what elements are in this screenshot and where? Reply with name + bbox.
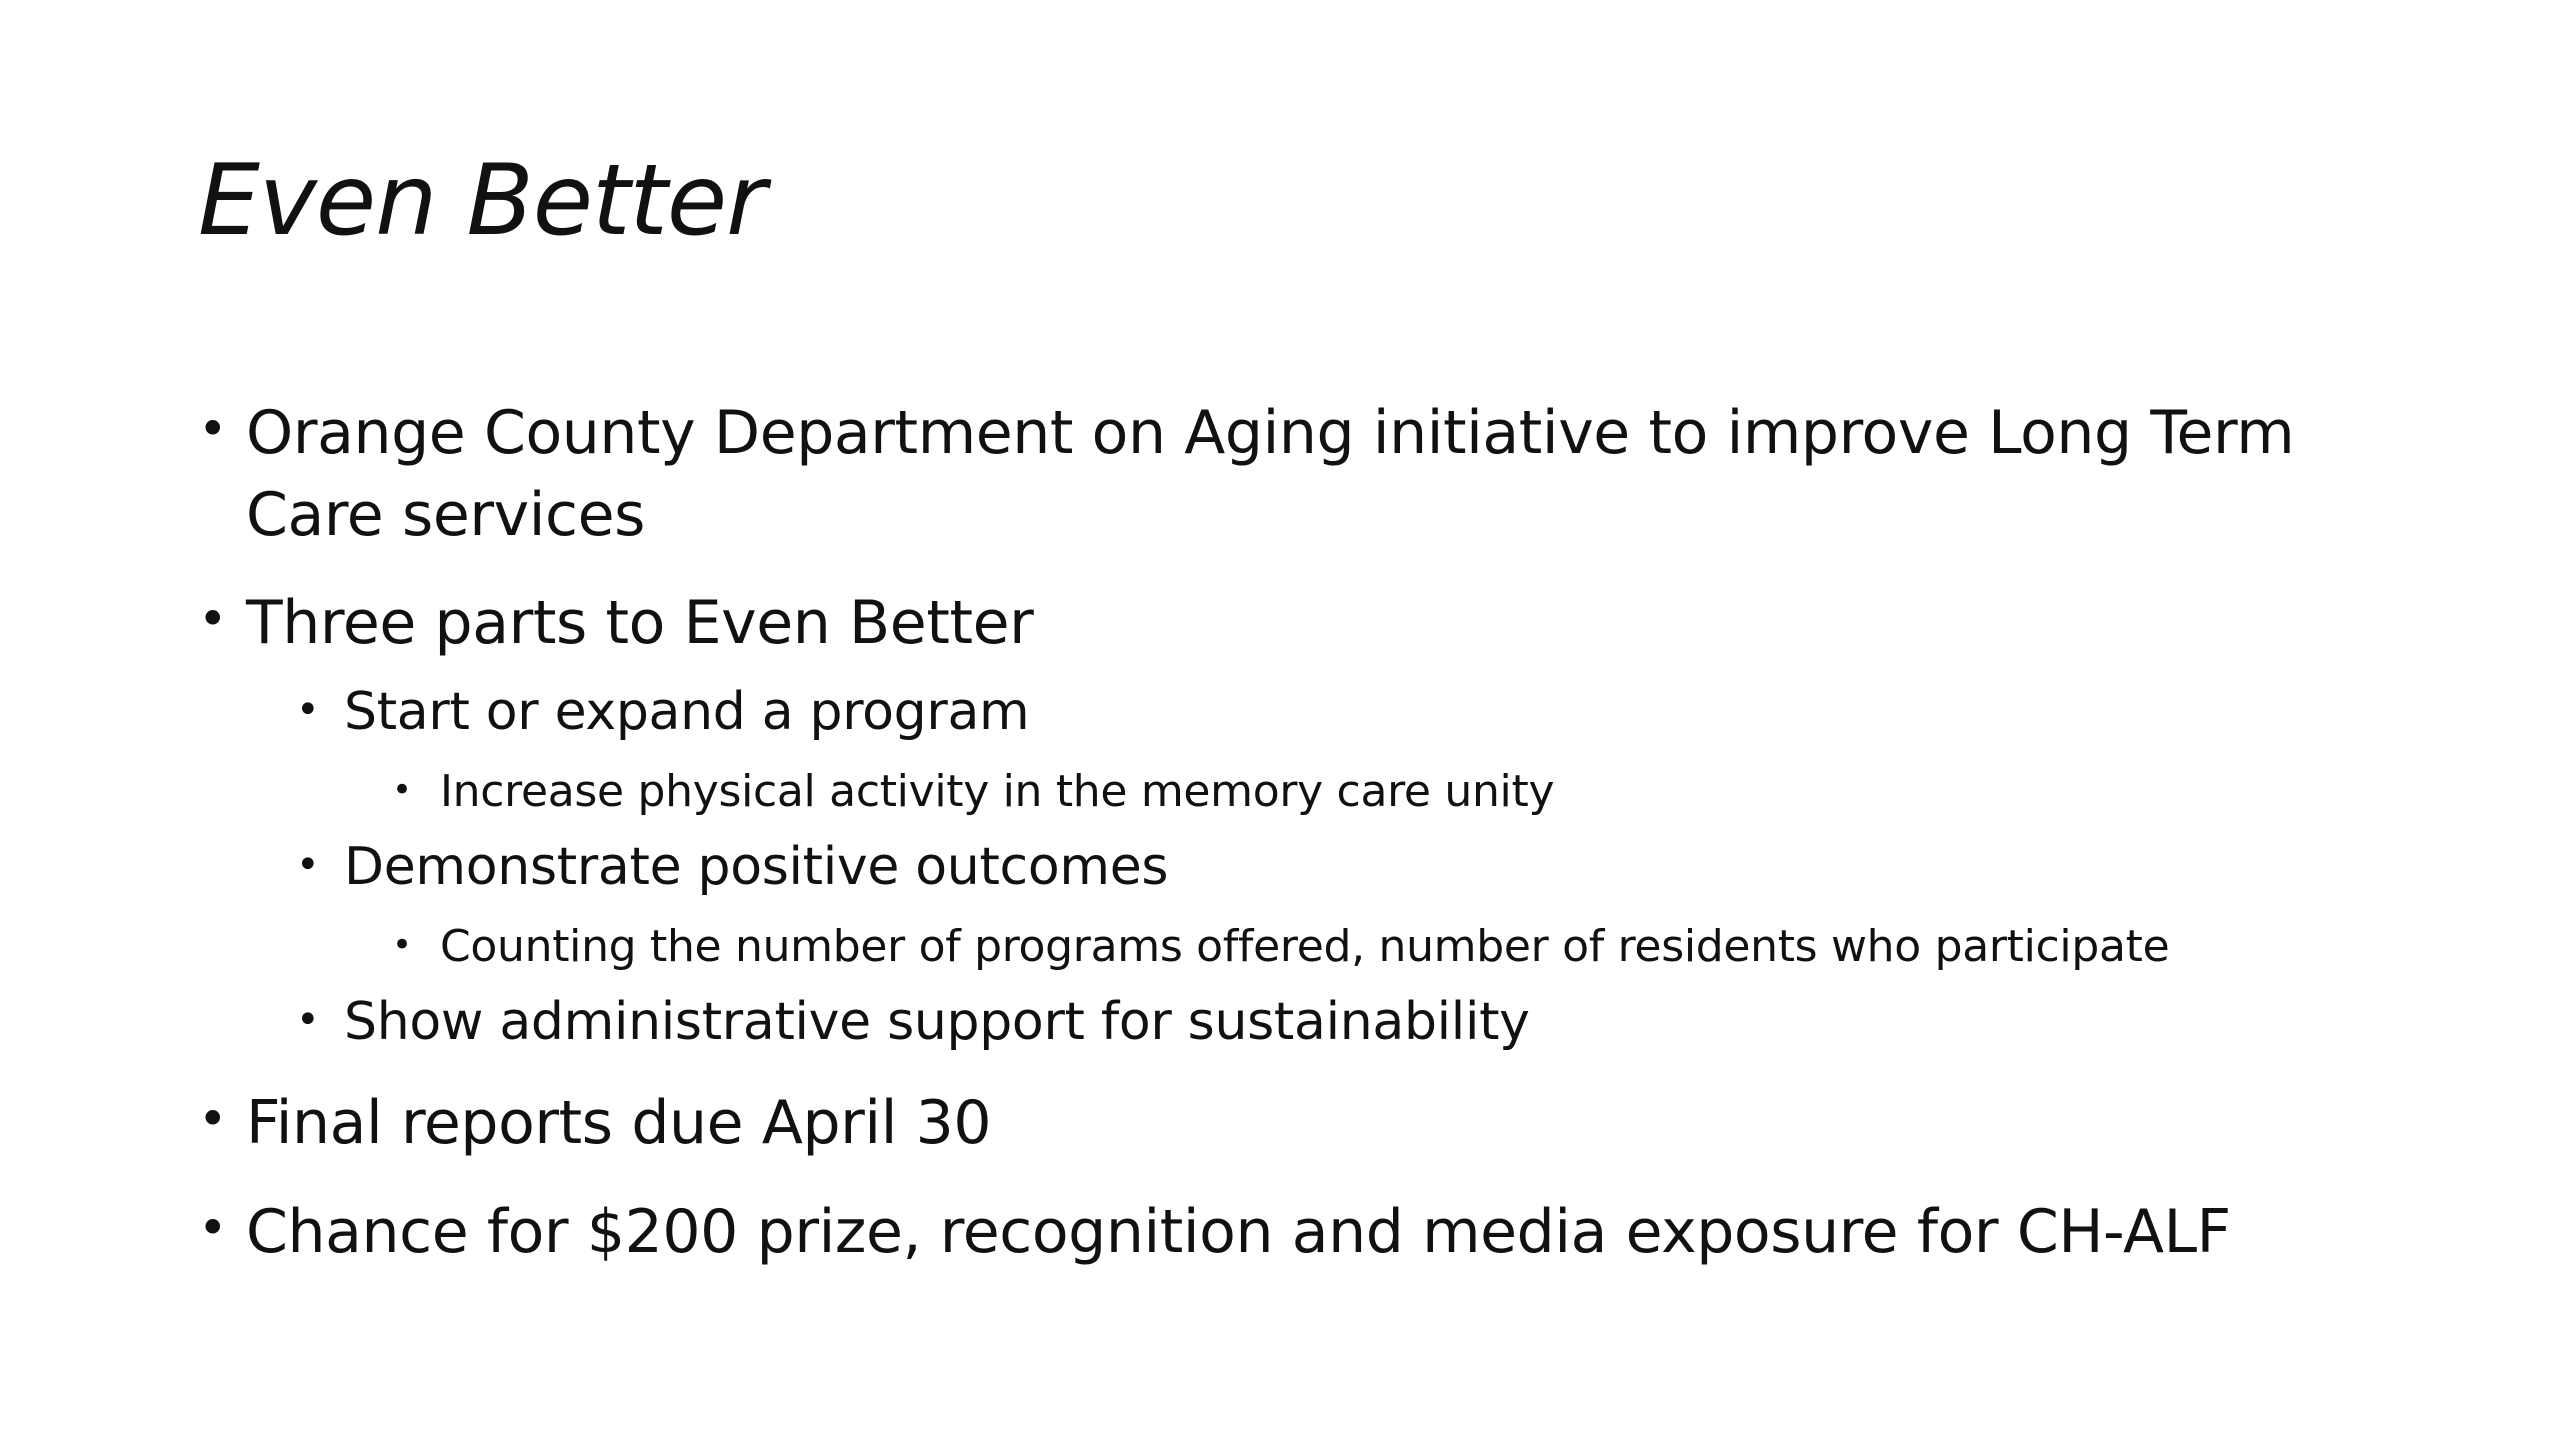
slide-title: Even Better bbox=[198, 144, 766, 258]
bullet-point: • bbox=[296, 842, 320, 888]
bullet-point: • bbox=[392, 770, 413, 810]
bullet-text: Final reports due April 30 bbox=[246, 1088, 992, 1158]
bullet-text: Three parts to Even Better bbox=[246, 588, 1034, 658]
bullet-text-line1: Orange County Department on Aging initiative to improve Long Term bbox=[246, 398, 2295, 468]
bullet-point: • bbox=[296, 687, 320, 733]
bullet-text: Start or expand a program bbox=[344, 682, 1030, 742]
bullet-text: Increase physical activity in the memory care unity bbox=[440, 766, 1555, 817]
bullet-text-line2: Care services bbox=[246, 480, 645, 550]
bullet-text: Show administrative support for sustainability bbox=[344, 992, 1530, 1052]
bullet-point: • bbox=[296, 997, 320, 1043]
bullet-point: • bbox=[392, 925, 413, 965]
bullet-point: • bbox=[198, 1090, 228, 1148]
bullet-point: • bbox=[198, 1199, 228, 1257]
bullet-text: Demonstrate positive outcomes bbox=[344, 837, 1169, 897]
bullet-text: Chance for $200 prize, recognition and media exposure for CH-ALF bbox=[246, 1197, 2231, 1267]
bullet-text: Counting the number of programs offered, number of residents who participate bbox=[440, 921, 2170, 972]
bullet-point: • bbox=[198, 590, 228, 648]
bullet-point: • bbox=[198, 400, 228, 458]
